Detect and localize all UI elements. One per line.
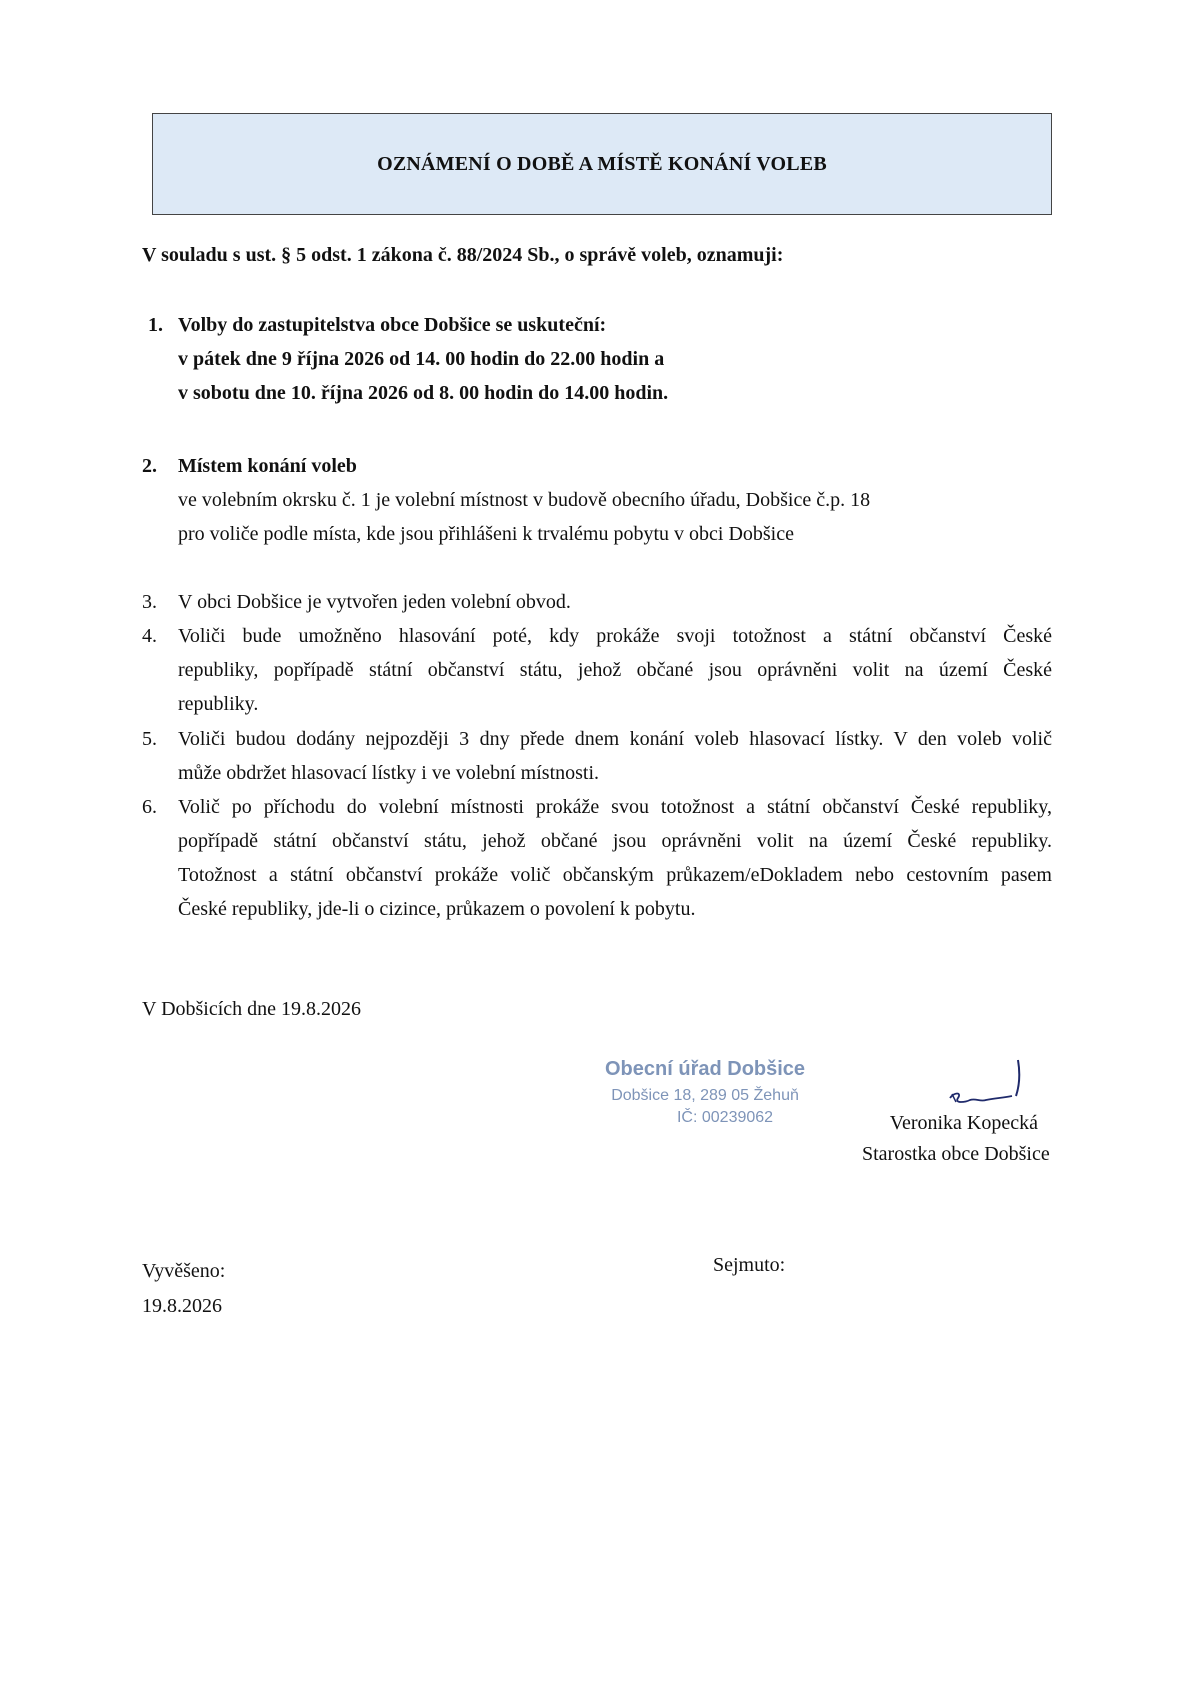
item-line: Voliči bude umožněno hlasování poté, kdy prokáže svoji totožnost a státní občanství České: [178, 625, 1052, 647]
list-item-1: [148, 308, 1048, 418]
item-line: v pátek dne 9 října 2026 od 14. 00 hodin do 22.00 hodin a: [178, 348, 665, 370]
page-title: OZNÁMENÍ O DOBĚ A MÍSTĚ KONÁNÍ VOLEB: [377, 152, 827, 175]
item-number: 5.: [142, 728, 157, 750]
item-body: [178, 722, 1052, 790]
item-line: V obci Dobšice je vytvořen jeden volební obvod.: [178, 591, 571, 613]
item-line: republiky, popřípadě státní občanství státu, jehož občané jsou oprávněni volit na území České: [178, 659, 1052, 681]
item-number: 6.: [142, 796, 157, 818]
item-number: 2.: [142, 455, 157, 477]
item-line: pro voliče podle místa, kde jsou přihlášeni k trvalému pobytu v obci Dobšice: [178, 523, 794, 545]
item-line: popřípadě státní občanství státu, jehož občané jsou oprávněni volit na území České republiky.: [178, 830, 1052, 852]
posted-block: [142, 1254, 225, 1324]
place-date: V Dobšicích dne 19.8.2026: [142, 998, 362, 1020]
removed-label: Sejmuto:: [713, 1254, 786, 1276]
stamp-line-3: IČ: 00239062: [676, 1109, 774, 1126]
signer-block: [862, 1108, 1050, 1170]
item-line: ve volebním okrsku č. 1 je volební místnost v budově obecního úřadu, Dobšice č.p. 18: [178, 489, 871, 511]
item-line: může obdržet hlasovací lístky i ve volební místnosti.: [178, 762, 600, 784]
item-line: Voliči budou dodány nejpozději 3 dny přede dnem konání voleb hlasovací lístky. V den voleb volič: [178, 728, 1052, 750]
item-line: Totožnost a státní občanství prokáže volič občanským průkazem/eDokladem nebo cestovním pasem: [178, 864, 1052, 886]
posted-date: 19.8.2026: [142, 1295, 222, 1317]
stamp-line-1: Obecní úřad Dobšice: [605, 1058, 806, 1080]
item-number: 4.: [142, 625, 157, 647]
item-line: Volič po příchodu do volební místnosti prokáže svou totožnost a státní občanství České republiky,: [178, 796, 1052, 818]
list-item-5: [142, 722, 1052, 790]
item-heading: Místem konání voleb: [178, 455, 357, 477]
posted-label: Vyvěšeno:: [142, 1260, 226, 1282]
item-line: Volby do zastupitelstva obce Dobšice se uskuteční:: [178, 314, 607, 336]
list-item-2: [142, 449, 1052, 559]
item-body: [178, 585, 571, 619]
stamp-line-2: Dobšice 18, 289 05 Žehuň: [611, 1087, 799, 1104]
list-item-4: [142, 619, 1052, 721]
list-item-6: [142, 790, 1052, 926]
office-stamp: [605, 1058, 805, 1127]
intro-text: V souladu s ust. § 5 odst. 1 zákona č. 88/2024 Sb., o správě voleb, oznamuji:: [142, 244, 784, 266]
item-number: 1.: [148, 314, 163, 336]
item-body: [178, 308, 668, 410]
title-box: [152, 113, 1052, 215]
item-line: České republiky, jde-li o cizince, průkazem o povolení k pobytu.: [178, 898, 696, 920]
item-body: [178, 619, 1052, 721]
item-line: v sobotu dne 10. října 2026 od 8. 00 hodin do 14.00 hodin.: [178, 382, 669, 404]
signer-name: Veronika Kopecká: [889, 1112, 1038, 1134]
item-line: republiky.: [178, 693, 259, 715]
item-body: [178, 449, 870, 551]
list-item-3: [142, 585, 1052, 619]
item-number: 3.: [142, 591, 157, 613]
item-body: [178, 790, 1052, 926]
signer-role: Starostka obce Dobšice: [862, 1143, 1050, 1165]
